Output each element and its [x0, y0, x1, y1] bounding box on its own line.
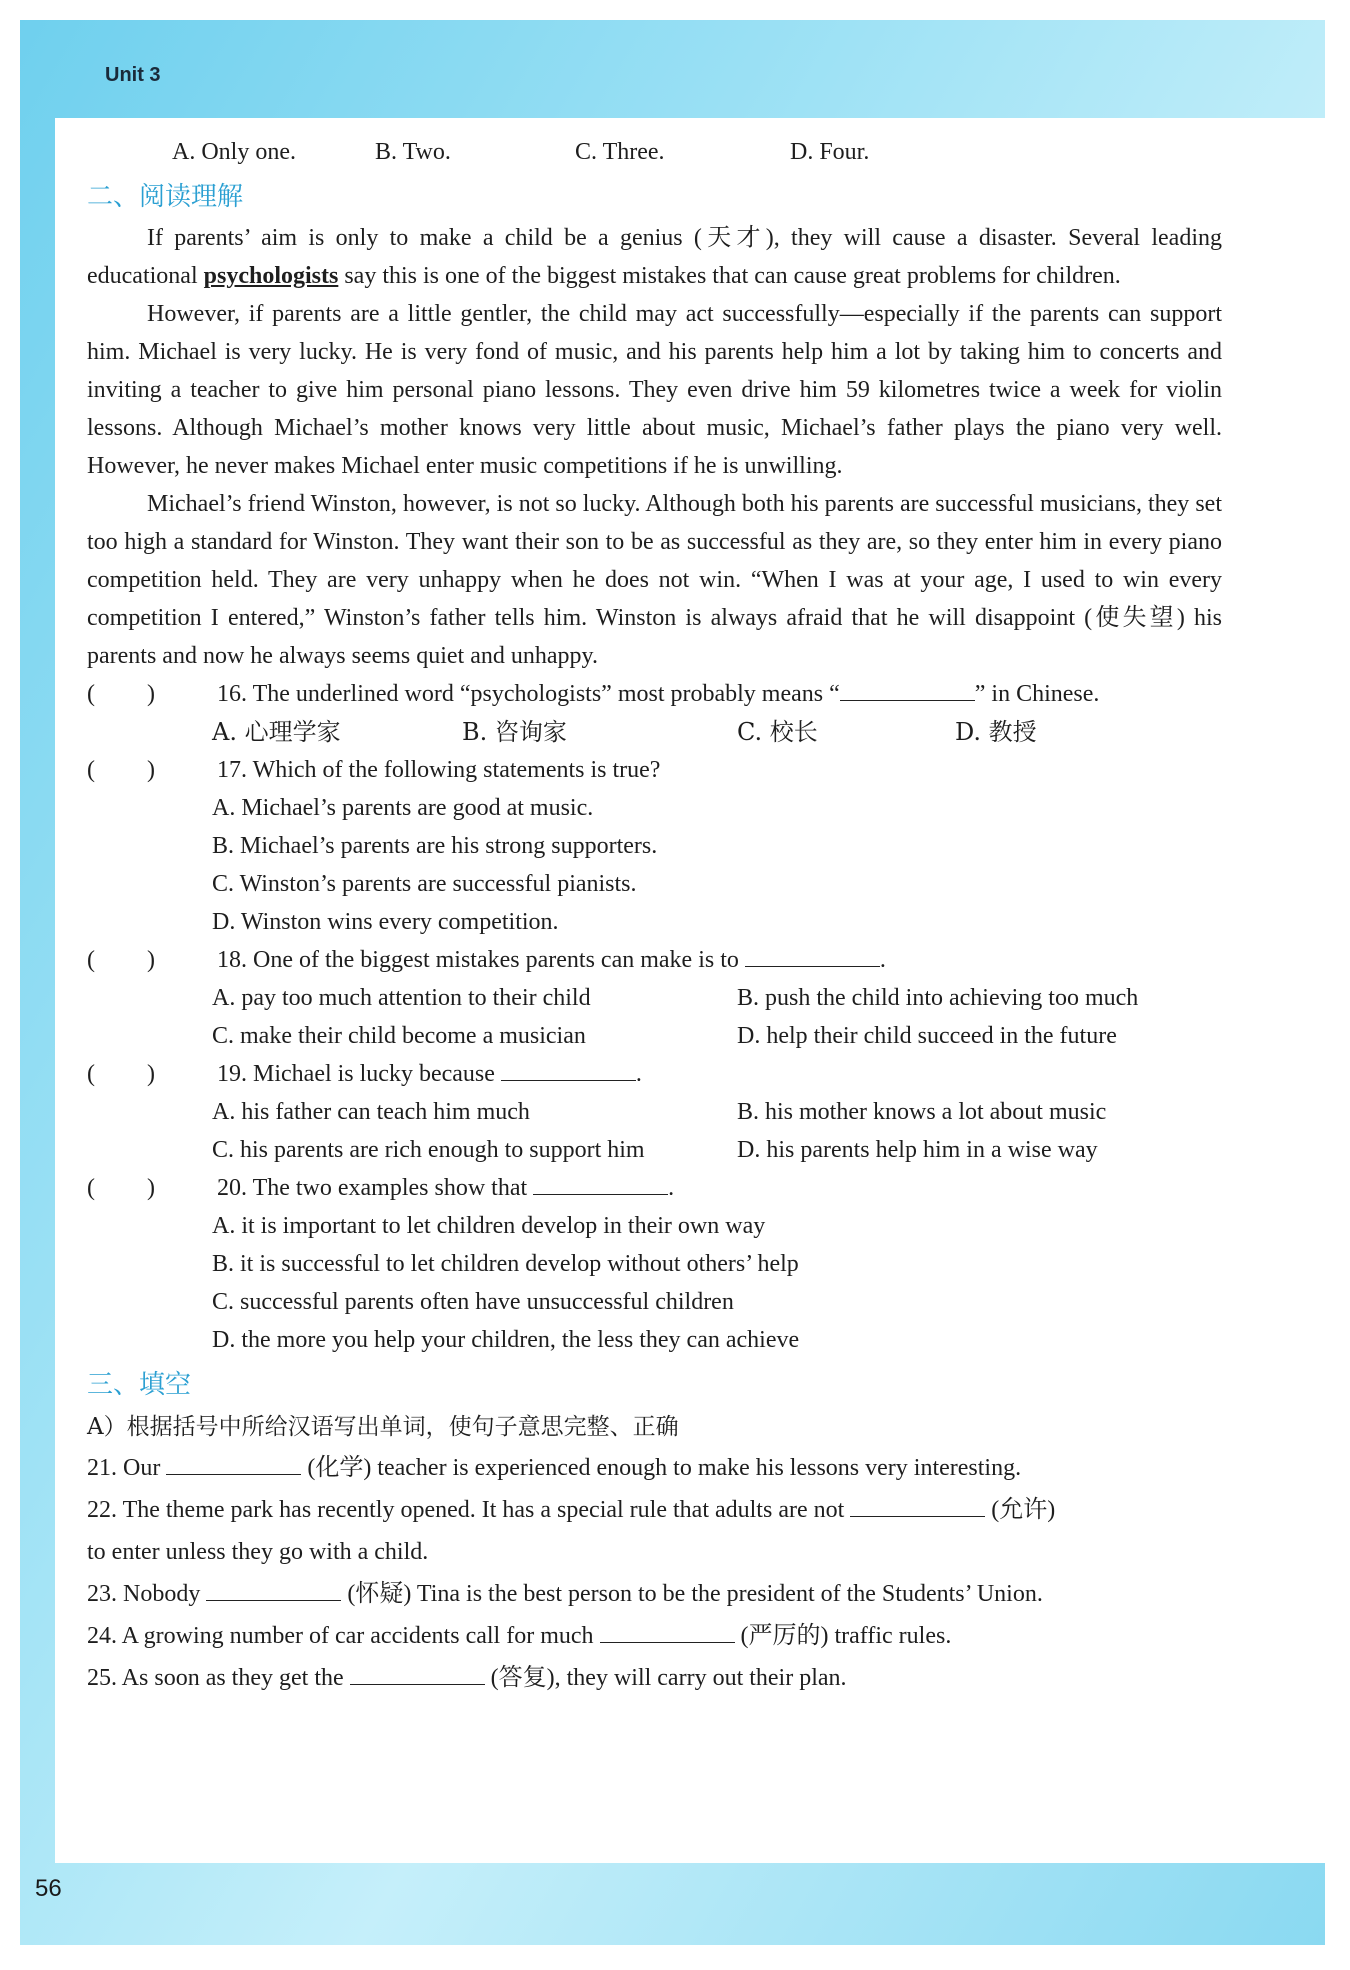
- underlined-word: psychologists: [203, 263, 339, 289]
- item-text-a: 21. Our: [87, 1455, 167, 1481]
- fill-items: [87, 1447, 1222, 1699]
- blank-line[interactable]: [600, 1620, 735, 1643]
- section-fill-title: 三、填空: [87, 1370, 192, 1400]
- reading-paragraph-3: Michael’s friend Winston, however, is not so lucky. Although both his parents are successful musicians, they set too high a standard for Winston. They want their son to be as successful as they are, so they enter him in every piano competition held. They are very unhappy when he does not win. “When I was at your age, I used to win every competition I entered,” Winston’s father tells him. Winston is always afraid that he will disappoint (使失望) his parents and now he always seems quiet and unhappy.: [87, 491, 1222, 669]
- paren-right: ): [147, 1061, 155, 1087]
- blank-line[interactable]: [206, 1578, 341, 1601]
- section-reading-title: 二、阅读理解: [87, 182, 244, 212]
- paren-left: (: [87, 681, 95, 707]
- question-16-options: [87, 713, 1222, 751]
- item-text-a: 24. A growing number of car accidents call for much: [87, 1623, 600, 1649]
- item-text-b: (化学) teacher is experienced enough to make his lessons very interesting.: [301, 1455, 1022, 1481]
- option-d[interactable]: D. Winston wins every competition.: [212, 909, 559, 935]
- option-a[interactable]: A. Michael’s parents are good at music.: [212, 795, 594, 821]
- question-stem: 17. Which of the following statements is true?: [217, 757, 661, 783]
- option-b[interactable]: B. push the child into achieving too much: [737, 985, 1139, 1011]
- stem-a: 20. The two examples show that: [217, 1175, 534, 1201]
- option-c[interactable]: C. Winston’s parents are successful pianists.: [212, 871, 637, 897]
- fill-item-22: [87, 1489, 1222, 1531]
- paren-left: (: [87, 1061, 95, 1087]
- option-d[interactable]: D. the more you help your children, the less they can achieve: [212, 1327, 800, 1353]
- option-a[interactable]: A. his father can teach him much: [212, 1099, 530, 1125]
- blank-line[interactable]: [166, 1452, 301, 1475]
- option-c[interactable]: C. his parents are rich enough to support him: [212, 1137, 645, 1163]
- fill-item-22-cont: to enter unless they go with a child.: [87, 1539, 429, 1565]
- question-17: [87, 751, 1222, 789]
- fill-item-24: [87, 1615, 1222, 1657]
- question-20: [87, 1169, 1222, 1207]
- option-a[interactable]: A. pay too much attention to their child: [212, 985, 591, 1011]
- question-17-options: [87, 789, 1222, 941]
- answer-paren[interactable]: [87, 1055, 217, 1093]
- question-20-options: [87, 1207, 1222, 1359]
- unit-label: Unit 3: [105, 64, 161, 86]
- reading-paragraph-1: [87, 219, 1222, 295]
- option-b[interactable]: B. 咨询家: [462, 718, 567, 746]
- p1-text-b: say this is one of the biggest mistakes that can cause great problems for children.: [338, 263, 1121, 289]
- option-b[interactable]: B. Two.: [375, 139, 451, 165]
- question-stem: [217, 941, 1222, 979]
- option-c[interactable]: C. make their child become a musician: [212, 1023, 586, 1049]
- paren-left: (: [87, 757, 95, 783]
- paren-right: ): [147, 757, 155, 783]
- blank-line[interactable]: [745, 944, 880, 967]
- blank-line[interactable]: [350, 1662, 485, 1685]
- blank-line[interactable]: [850, 1494, 985, 1517]
- option-c[interactable]: C. Three.: [575, 139, 665, 165]
- option-b[interactable]: B. it is successful to let children develop without others’ help: [212, 1251, 799, 1277]
- item-text-b: (允许): [985, 1497, 1056, 1523]
- reading-paragraph-2: However, if parents are a little gentler, the child may act successfully—especially if the parents can support him. Michael is very lucky. He is very fond of music, and his parents help him a lot by taking him to concerts and inviting a teacher to give him personal piano lessons. They even drive him 59 kilometres twice a week for violin lessons. Although Michael’s mother knows very little about music, Michael’s father plays the piano very well. However, he never makes Michael enter music competitions if he is unwilling.: [87, 301, 1222, 479]
- question-stem: [217, 675, 1222, 713]
- stem-b: .: [879, 947, 886, 973]
- blank-line[interactable]: [501, 1058, 636, 1081]
- stem-b: .: [668, 1175, 675, 1201]
- question-18: [87, 941, 1222, 979]
- item-text-a: 23. Nobody: [87, 1581, 207, 1607]
- item-text-a: 22. The theme park has recently opened. It has a special rule that adults are not: [87, 1497, 851, 1523]
- option-c[interactable]: C. successful parents often have unsuccessful children: [212, 1289, 734, 1315]
- blank-line[interactable]: [840, 678, 975, 701]
- option-d[interactable]: D. his parents help him in a wise way: [737, 1137, 1098, 1163]
- option-a[interactable]: A. Only one.: [172, 139, 296, 165]
- question-stem: [217, 1169, 1222, 1207]
- item-text-b: (严厉的) traffic rules.: [734, 1623, 952, 1649]
- option-a[interactable]: A. it is important to let children develop in their own way: [212, 1213, 766, 1239]
- paren-right: ): [147, 681, 155, 707]
- question-stem: [217, 1055, 1222, 1093]
- option-a[interactable]: A. 心理学家: [212, 718, 341, 746]
- stem-a: 16. The underlined word “psychologists” most probably means “: [217, 681, 840, 707]
- question-19-options: [87, 1093, 1222, 1169]
- item-text-b: (怀疑) Tina is the best person to be the president of the Students’ Union.: [341, 1581, 1043, 1607]
- p1-text-a: If parents’ aim is only to make a child be a genius (天才), they will cause a disaster. Several leading educational: [87, 225, 1222, 289]
- paren-right: ): [147, 1175, 155, 1201]
- stem-b: .: [635, 1061, 642, 1087]
- blank-line[interactable]: [533, 1172, 668, 1195]
- paren-left: (: [87, 1175, 95, 1201]
- paren-right: ): [147, 947, 155, 973]
- option-d[interactable]: D. Four.: [790, 139, 870, 165]
- item-text-a: 25. As soon as they get the: [87, 1665, 350, 1691]
- answer-paren[interactable]: [87, 941, 217, 979]
- question-16: [87, 675, 1222, 713]
- answer-paren[interactable]: [87, 1169, 217, 1207]
- page-content: [87, 133, 1222, 1699]
- option-c[interactable]: C. 校长: [737, 718, 818, 746]
- question-18-options: [87, 979, 1222, 1055]
- fill-instruction: A）根据括号中所给汉语写出单词，使句子意思完整、正确: [87, 1414, 679, 1440]
- page-number: 56: [35, 1875, 62, 1902]
- answer-paren[interactable]: [87, 751, 217, 789]
- fill-item-25: [87, 1657, 1222, 1699]
- fill-item-23: [87, 1573, 1222, 1615]
- answer-paren[interactable]: [87, 675, 217, 713]
- stem-a: 18. One of the biggest mistakes parents can make is to: [217, 947, 745, 973]
- item-text-b: (答复), they will carry out their plan.: [484, 1665, 847, 1691]
- stem-b: ” in Chinese.: [974, 681, 1100, 707]
- option-b[interactable]: B. his mother knows a lot about music: [737, 1099, 1107, 1125]
- prev-question-options: [87, 133, 1222, 171]
- fill-item-21: [87, 1447, 1222, 1489]
- stem-a: 19. Michael is lucky because: [217, 1061, 501, 1087]
- option-b[interactable]: B. Michael’s parents are his strong supporters.: [212, 833, 658, 859]
- question-19: [87, 1055, 1222, 1093]
- paren-left: (: [87, 947, 95, 973]
- option-d[interactable]: D. 教授: [955, 718, 1037, 746]
- option-d[interactable]: D. help their child succeed in the future: [737, 1023, 1117, 1049]
